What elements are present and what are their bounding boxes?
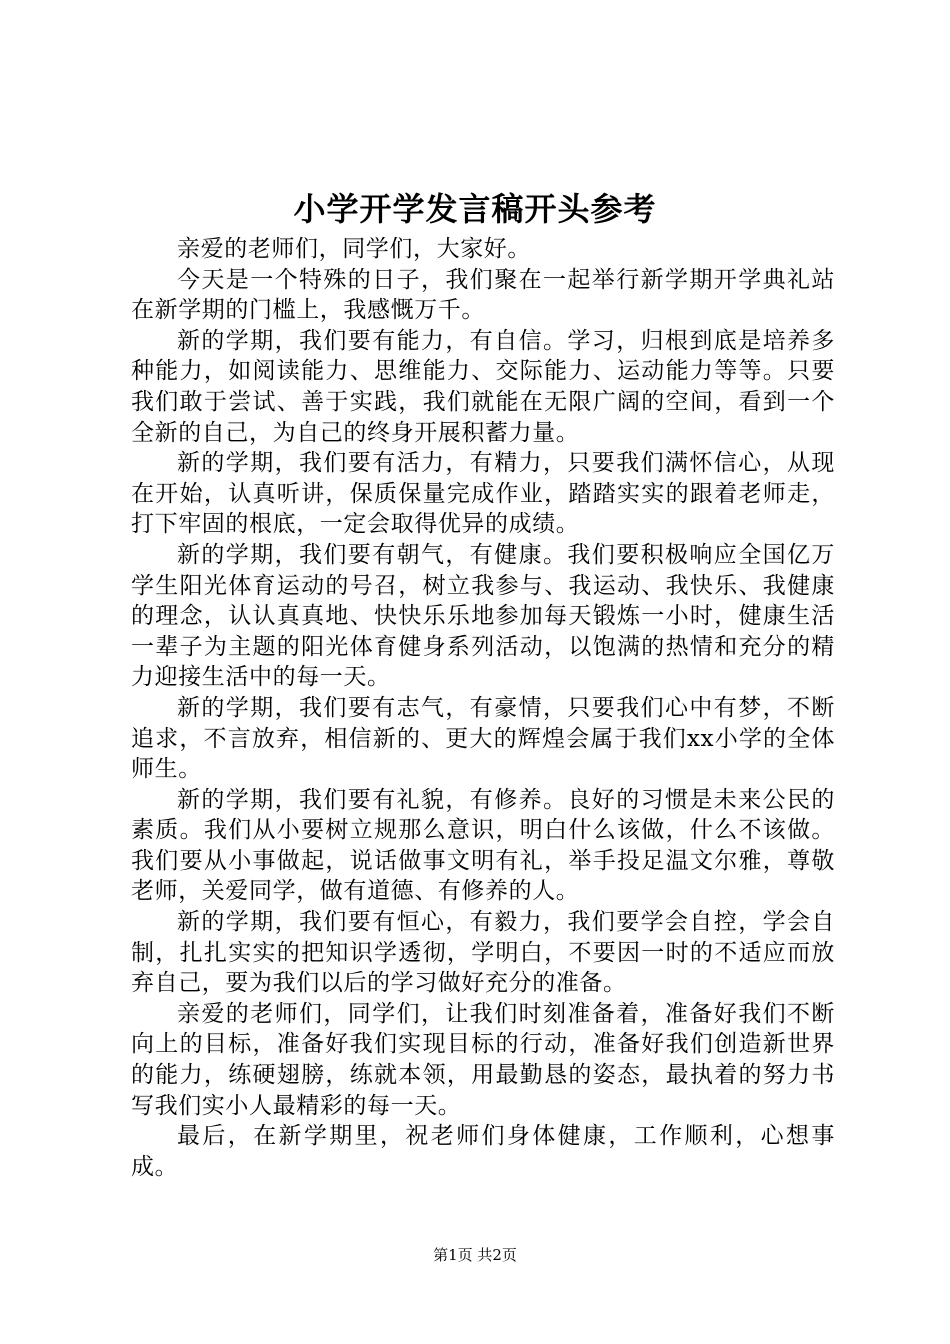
paragraph-ambition: 新的学期，我们要有志气，有豪情，只要我们心中有梦，不断追求，不言放弃，相信新的、更大的辉煌会属于我们xx小学的全体师生。 [131,694,835,783]
paragraph-energy: 新的学期，我们要有活力，有精力，只要我们满怀信心，从现在开始，认真听讲，保质保量完成作业，踏踏实实的跟着老师走，打下牢固的根底，一定会取得优异的成绩。 [131,450,835,538]
paragraph-intro: 今天是一个特殊的日子，我们聚在一起举行新学期开学典礼站在新学期的门槛上，我感慨万千。 [131,266,835,324]
page-title: 小学开学发言稿开头参考 [293,190,657,228]
paragraph-prepare: 亲爱的老师们，同学们，让我们时刻准备着，准备好我们不断向上的目标，准备好我们实现目标的行动，准备好我们创造新世界的能力，练硬翅膀，练就本领，用最勤恳的姿态，最执着的努力书写我们实小人最精彩的每一天。 [131,1000,835,1119]
document-body [131,234,835,1182]
paragraph-courtesy: 新的学期，我们要有礼貌，有修养。良好的习惯是未来公民的素质。我们从小要树立规那么意识，明白什么该做，什么不该做。我们要从小事做起，说话做事文明有礼，举手投足温文尔雅，尊敬老师，关爱同学，做有道德、有修养的人。 [131,786,835,905]
paragraph-perseverance: 新的学期，我们要有恒心，有毅力，我们要学会自控，学会自制，扎扎实实的把知识学透彻，学明白，不要因一时的不适应而放弃自己，要为我们以后的学习做好充分的准备。 [131,909,835,997]
paragraph-health: 新的学期，我们要有朝气，有健康。我们要积极响应全国亿万学生阳光体育运动的号召，树立我参与、我运动、我快乐、我健康的理念，认认真真地、快快乐乐地参加每天锻炼一小时，健康生活一辈子为主题的阳光体育健身系列活动，以饱满的热情和充分的精力迎接生活中的每一天。 [131,541,835,691]
paragraph-greeting: 亲爱的老师们，同学们，大家好。 [177,236,531,262]
page-number-footer: 第1页 共2页 [433,1246,517,1264]
paragraph-ability: 新的学期，我们要有能力，有自信。学习，归根到底是培养多种能力，如阅读能力、思维能力、交际能力、运动能力等等。只要我们敢于尝试、善于实践，我们就能在无限广阔的空间，看到一个全新的自己，为自己的终身开展积蓄力量。 [131,327,835,446]
paragraph-closing: 最后，在新学期里，祝老师们身体健康，工作顺利，心想事成。 [131,1123,835,1180]
